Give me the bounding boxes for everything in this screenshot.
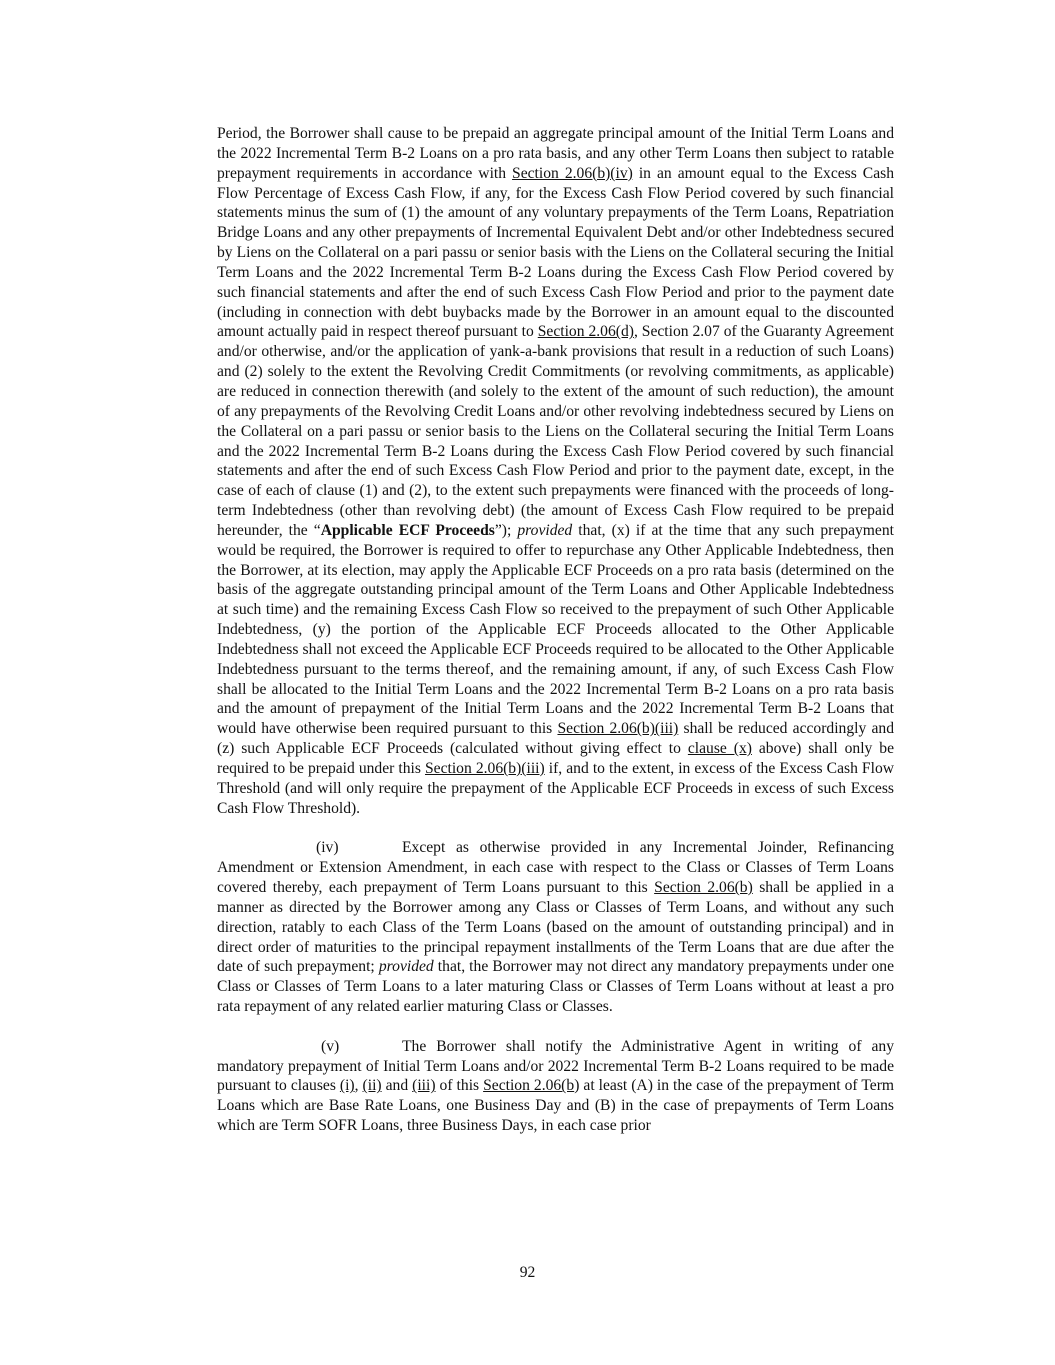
- section-reference: Section 2.06(b: [483, 1077, 575, 1095]
- section-reference: Section 2.06(b)(iii): [424, 760, 545, 777]
- clause-label: (v): [321, 1037, 340, 1055]
- proviso-term: provided: [378, 958, 434, 976]
- text-run: , Section 2.07 of the Guaranty Agreement and/or otherwise, and/or the application of yank-a-bank provisions that result in a reduction of such Loans) and (2) solely to the extent the Revolving Credit Commitments (or revolving commitments, as applicable) are reduced in connection therewith (and solely to the extent of the amount of such reduction), the amount of any prepayments of the Revolving Credit Loans and/or other revolving indebtedness secured by Liens on the Collateral on a pari passu or senior basis to the Liens on the Collateral securing the Initial Term Loans and the 2022 Incremental Term B-2 Loans during the Excess Cash Flow Period covered by such financial statements and after the end of such Excess Cash Flow Period and prior to the payment date, except, in the case of each of clause (1) and (2), to the extent such prepayments were financed with the proceeds of long-term Indebtedness (other than revolving debt) (the amount of Excess Cash Flow required to be prepaid hereunder, the “: [217, 323, 894, 539]
- text-run: of this: [435, 1077, 484, 1095]
- page-number: 92: [519, 1264, 536, 1281]
- text-run: Period, the Borrower shall cause to be prepaid an aggregate principal amount of the Initial Term Loans and the 2022 Incremental Term B-2 Loans on a pro rata basis, and any other Term Loans then subject to ratable prepayment requirements in accordance with: [217, 125, 894, 182]
- clause-reference: (iii): [412, 1077, 436, 1095]
- section-reference: Section 2.06(b)(iii): [557, 720, 679, 738]
- text-run: shall be applied in a manner as directed by the Borrower among any Class or Classes of Term Loans, and without any such direction, ratably to each Class of the Term Loans (based on the amount of outstanding principal) and in direct order of maturities to the principal repayment installments of the Term Loans that are due after the date of such prepayment;: [217, 879, 894, 976]
- text-run: that, (x) if at the time that any such prepayment would be required, the Borrower is required to offer to repurchase any Other Applicable Indebtedness, then the Borrower, at its election, may apply the Applicable ECF Proceeds on a pro rata basis (determined on the basis of the aggregate outstanding principal amount of the Term Loans and Other Applicable Indebtedness at such time) and the remaining Excess Cash Flow so received to the prepayment of such Other Applicable Indebtedness, (y) the portion of the Applicable ECF Proceeds allocated to the Other Applicable Indebtedness shall not exceed the Applicable ECF Proceeds required to be allocated to the Other Applicable Indebtedness pursuant to the terms thereof, and the remaining amount, if any, of such Excess Cash Flow shall be allocated to the Initial Term Loans and the 2022 Incremental Term B-2 Loans on a pro rata basis and the amount of prepayment of the Initial Term Loans and the 2022 Incremental Term B-2 Loans that would have otherwise been required pursuant to this: [217, 521, 894, 738]
- text-run: that, the Borrower may not direct any mandatory prepayments under one Class or Classes of Term Loans to a later maturing Class or Classes of Term Loans without at least a pro rata repayment of any related earlier maturing Class or Classes.: [217, 958, 894, 1016]
- text-run: The Borrower shall notify the Administrative Agent in writing of any mandatory prepayment of Initial Term Loans and/or 2022 Incremental Term B-2 Loans required to be made pursuant to clauses: [217, 1037, 894, 1095]
- defined-term: Applicable ECF Proceeds: [320, 521, 495, 539]
- section-reference: Section 2.06(b)(iv): [512, 164, 633, 182]
- clause-reference: (ii): [362, 1077, 382, 1095]
- clause-label: (iv): [316, 839, 339, 857]
- paragraph-iv: [217, 838, 894, 1017]
- text-run: shall be reduced accordingly and (z) such Applicable ECF Proceeds (calculated without giving effect to: [217, 720, 894, 758]
- text-run: in an amount equal to the Excess Cash Flow Percentage of Excess Cash Flow, if any, for the Excess Cash Flow Period covered by such financial statements minus the sum of (1) the amount of any voluntary prepayments of the Term Loans, Repatriation Bridge Loans and any other prepayments of Incremental Equivalent Debt and/or other Indebtedness secured by Liens on the Collateral on a pari passu or senior basis with the Liens on the Collateral securing the Initial Term Loans and the 2022 Incremental Term B-2 Loans during the Excess Cash Flow Period covered by such financial statements and after the end of such Excess Cash Flow Period and prior to the payment date (including in connection with debt buybacks made by the Borrower in an amount equal to the discounted amount actually paid in respect thereof pursuant to: [217, 164, 894, 341]
- paragraph-v: [217, 1037, 894, 1136]
- document-body: [217, 124, 894, 1136]
- clause-reference: clause (x): [687, 740, 752, 758]
- paragraph-iii-continued: [217, 124, 894, 819]
- text-run: Except as otherwise provided in any Incremental Joinder, Refinancing Amendment or Extension Amendment, in each case with respect to the Class or Classes of Term Loans covered thereby, each prepayment of Term Loans pursuant to this: [217, 839, 894, 897]
- section-reference: Section 2.06(d): [537, 323, 634, 341]
- proviso-term: provided: [517, 521, 573, 539]
- text-run: ”);: [494, 521, 518, 539]
- text-run: ) at least (A) in the case of the prepayment of Term Loans which are Base Rate Loans, one Business Day and (B) in the case of prepayments of Term Loans which are Term SOFR Loans, three Business Days, in each case prior: [217, 1077, 895, 1135]
- text-run: and: [381, 1077, 413, 1095]
- clause-reference: (i): [339, 1077, 355, 1095]
- text-run: ,: [354, 1077, 363, 1095]
- text-run: above) shall only be required to be prepaid under this: [217, 740, 894, 777]
- section-reference: Section 2.06(b): [654, 879, 753, 897]
- text-run: if, and to the extent, in excess of the Excess Cash Flow Threshold (and will only require the prepayment of the Applicable ECF Proceeds in excess of such Excess Cash Flow Threshold).: [217, 760, 894, 817]
